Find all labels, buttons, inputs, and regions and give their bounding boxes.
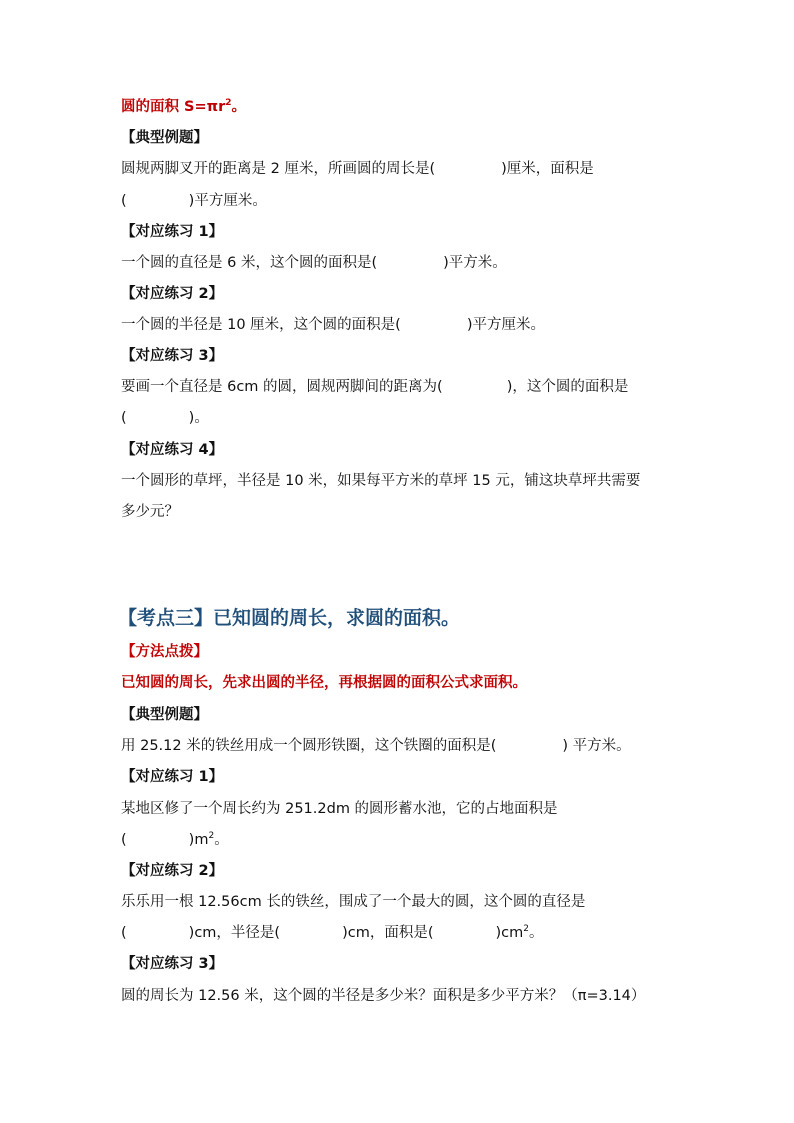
area-formula: 圆的面积 $S=\pi r^2$。 — [121, 98, 247, 115]
typical-example-question-line2: ( )平方厘米。 — [121, 193, 267, 209]
exercise-2-heading: 【对应练习 2】 — [121, 286, 224, 302]
exercise-1-question: 一个圆的直径是 6 米，这个圆的面积是( )平方米。 — [121, 255, 507, 271]
exercise-4-heading: 【对应练习 4】 — [121, 442, 224, 458]
exercise-4-question: 一个圆形的草坪，半径是 10 米，如果每平方米的草坪 15 元，铺这块草坪共需要 — [121, 473, 641, 489]
typical-example-heading: 【典型例题】 — [121, 130, 208, 146]
exercise-2-question-2-line2: ( )cm，半径是( )cm，面积是( )$cm^2$。 — [121, 924, 544, 941]
exercise-4-question-line2: 多少元？ — [121, 504, 179, 520]
exercise-1-heading: 【对应练习 1】 — [121, 224, 224, 240]
exercise-3-question-2: 圆的周长为 12.56 米，这个圆的半径是多少米？面积是多少平方米？（π=3.14） — [121, 988, 646, 1004]
exercise-1-question-2-line2: ( )$m^2$。 — [121, 831, 229, 848]
exercise-2-question-2: 乐乐用一根 12.56cm 长的铁丝，围成了一个最大的圆，这个圆的直径是 — [121, 894, 586, 910]
section-title: 【考点三】已知圆的周长，求圆的面积。 — [118, 607, 461, 629]
exercise-1-question-2: 某地区修了一个周长约为 251.2dm 的圆形蓄水池，它的占地面积是 — [121, 801, 558, 817]
exercise-3-question: 要画一个直径是 6cm 的圆，圆规两脚间的距离为( )，这个圆的面积是 — [121, 379, 629, 395]
typical-example-heading-2: 【典型例题】 — [121, 707, 208, 723]
exercise-3-heading-2: 【对应练习 3】 — [121, 956, 224, 972]
exercise-3-heading: 【对应练习 3】 — [121, 348, 224, 364]
method-text: 已知圆的周长，先求出圆的半径，再根据圆的面积公式求面积。 — [121, 675, 527, 691]
exercise-3-question-line2: ( )。 — [121, 410, 209, 426]
typical-example-question-2: 用 25.12 米的铁丝用成一个圆形铁圈，这个铁圈的面积是( ) 平方米。 — [121, 738, 631, 754]
exercise-1-heading-2: 【对应练习 1】 — [121, 769, 224, 785]
method-heading: 【方法点拨】 — [121, 644, 208, 660]
exercise-2-heading-2: 【对应练习 2】 — [121, 863, 224, 879]
typical-example-question: 圆规两脚叉开的距离是 2 厘米，所画圆的周长是( )厘米，面积是 — [121, 161, 594, 177]
exercise-2-question: 一个圆的半径是 10 厘米，这个圆的面积是( )平方厘米。 — [121, 317, 545, 333]
